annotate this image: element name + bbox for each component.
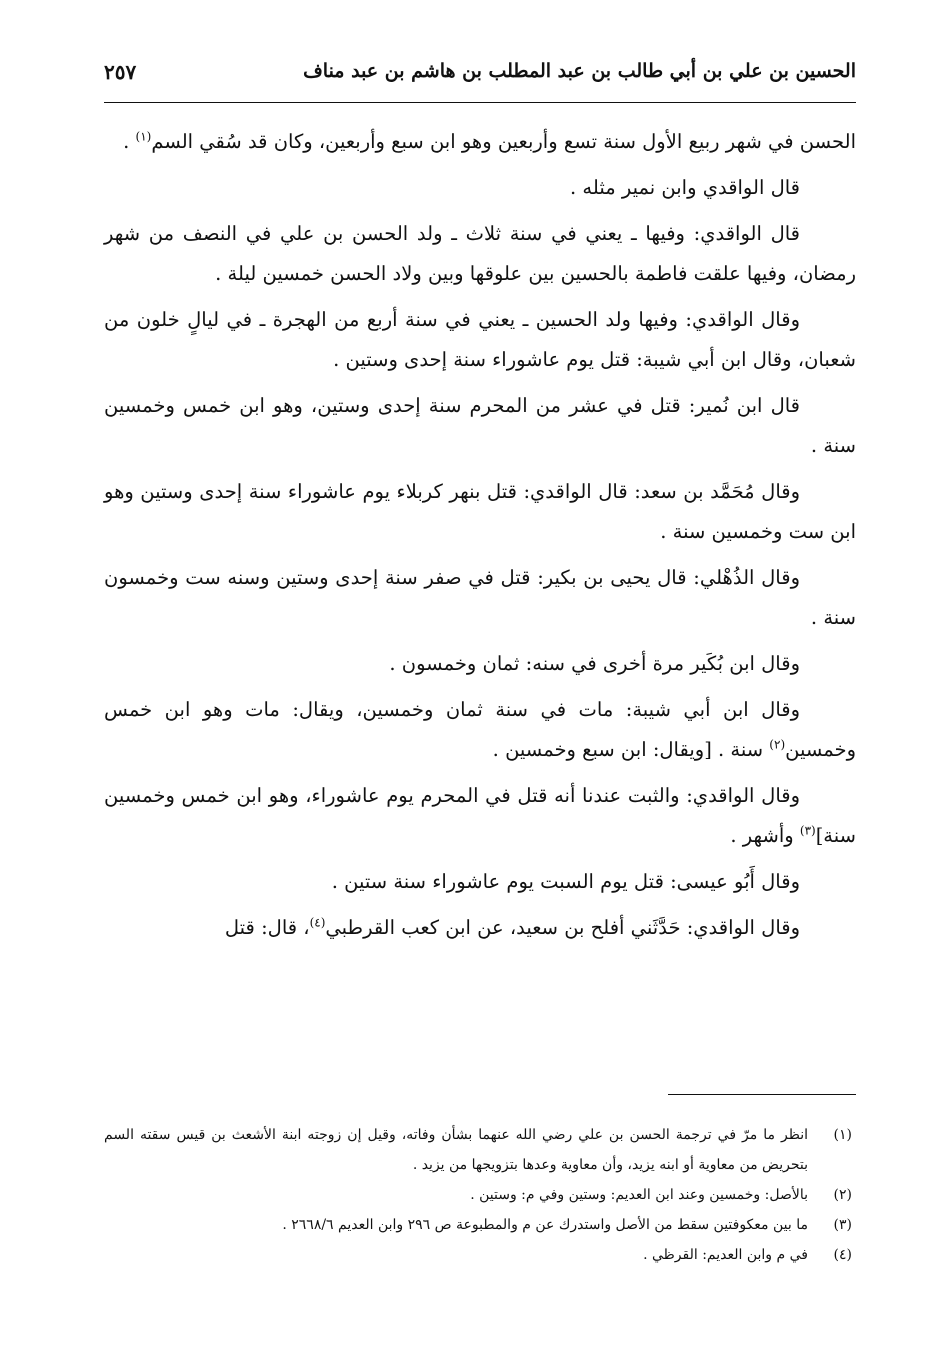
paragraph-5: قال ابن نُمير: قتل في عشر من المحرم سنة إحدى وستين، وهو ابن خمس وخمسين سنة . — [104, 394, 856, 457]
paragraph-text: وقال الواقدي: والثبت عندنا أنه قتل في المحرم يوم عاشوراء، وهو ابن خمس وخمسين سنة] — [104, 784, 856, 847]
paragraph-4: وقال الواقدي: وفيها ولد الحسين ـ يعني في سنة أربع من الهجرة ـ في ليالٍ خلون من شعبان، وقال ابن أبي شيبة: قتل يوم عاشوراء سنة إحدى وستين . — [104, 308, 856, 371]
footnote-number: (٢) — [833, 1187, 852, 1203]
page-header — [104, 58, 856, 103]
footnote-marker-3: (٣) — [799, 823, 816, 838]
footnote-number: (٤) — [833, 1247, 852, 1263]
paragraph-8: وقال ابن بُكَير مرة أخرى في سنه: ثمان وخمسون . — [389, 652, 800, 675]
footnote-marker-4: (٤) — [309, 915, 326, 930]
paragraph-12 — [104, 908, 856, 948]
paragraph-2: قال الواقدي وابن نمير مثله . — [570, 176, 800, 199]
footnote-text: في م وابن العديم: القرظي . — [643, 1247, 808, 1263]
paragraph-10 — [104, 776, 856, 856]
paragraph-text: الحسن في شهر ربيع الأول سنة تسع وأربعين وهو ابن سبع وأربعين، وكان قد سُقي السم — [151, 130, 856, 153]
paragraph-tail: سنة . [ويقال: ابن سبع وخمسين . — [492, 738, 770, 761]
footnotes — [104, 1120, 856, 1270]
footnote-4 — [104, 1240, 856, 1270]
footnote-text: انظر ما مرّ في ترجمة الحسن بن علي رضي الله عنهما بشأن وفاته، وقيل إن زوجته ابنة الأشعث بن قيس سقته السم بتحريض من معاوية أو ابنه يزيد، وأن معاوية وعدها بتزويجها من يزيد . — [104, 1127, 808, 1173]
footnote-number: (٣) — [833, 1217, 852, 1233]
footnote-3 — [104, 1210, 856, 1240]
running-title: الحسين بن علي بن أبي طالب بن عبد المطلب بن هاشم بن عبد مناف — [303, 60, 856, 82]
page-number: ٢٥٧ — [104, 60, 137, 84]
paragraph-3: قال الواقدي: وفيها ـ يعني في سنة ثلاث ـ ولد الحسن بن علي في النصف من شهر رمضان، وفيها علقت فاطمة بالحسين بين علوقها وبين ولاد الحسن خمسين ليلة . — [104, 222, 856, 285]
footnote-number: (١) — [833, 1127, 852, 1143]
footnote-text: ما بين معكوفتين سقط من الأصل واستدرك عن م والمطبوعة ص ٢٩٦ وابن العديم ٢٦٦٨/٦ . — [282, 1217, 808, 1233]
paragraph-7: وقال الذُهْلي: قال يحيى بن بكير: قتل في صفر سنة إحدى وستين وسنه ست وخمسون سنة . — [104, 566, 856, 629]
paragraph-6: وقال مُحَمَّد بن سعد: قال الواقدي: قتل بنهر كربلاء يوم عاشوراء سنة إحدى وستين وهو ابن ست وخمسين سنة . — [104, 480, 856, 543]
main-text — [104, 122, 856, 954]
paragraph-11: وقال أَبُو عيسى: قتل يوم السبت يوم عاشوراء سنة ستين . — [331, 870, 800, 893]
footnote-divider — [668, 1094, 856, 1095]
footnote-2 — [104, 1180, 856, 1210]
paragraph-9 — [104, 690, 856, 770]
footnote-marker-1: (١) — [135, 129, 152, 144]
footnote-text: بالأصل: وخمسين وعند ابن العديم: وستين وفي م: وستين . — [470, 1187, 808, 1203]
paragraph-text: وقال ابن أبي شيبة: مات في سنة ثمان وخمسين، ويقال: مات وهو ابن خمس وخمسين — [104, 698, 856, 761]
footnote-1 — [104, 1120, 856, 1180]
paragraph-tail: وأشهر . — [730, 824, 800, 847]
paragraph-1 — [104, 122, 856, 162]
footnote-marker-2: (٢) — [769, 737, 786, 752]
paragraph-text: وقال الواقدي: حَدَّثَني أفلح بن سعيد، عن ابن كعب القرطبي — [325, 916, 800, 939]
paragraph-tail: . — [123, 130, 136, 153]
paragraph-tail: ، قال: قتل — [224, 916, 310, 939]
